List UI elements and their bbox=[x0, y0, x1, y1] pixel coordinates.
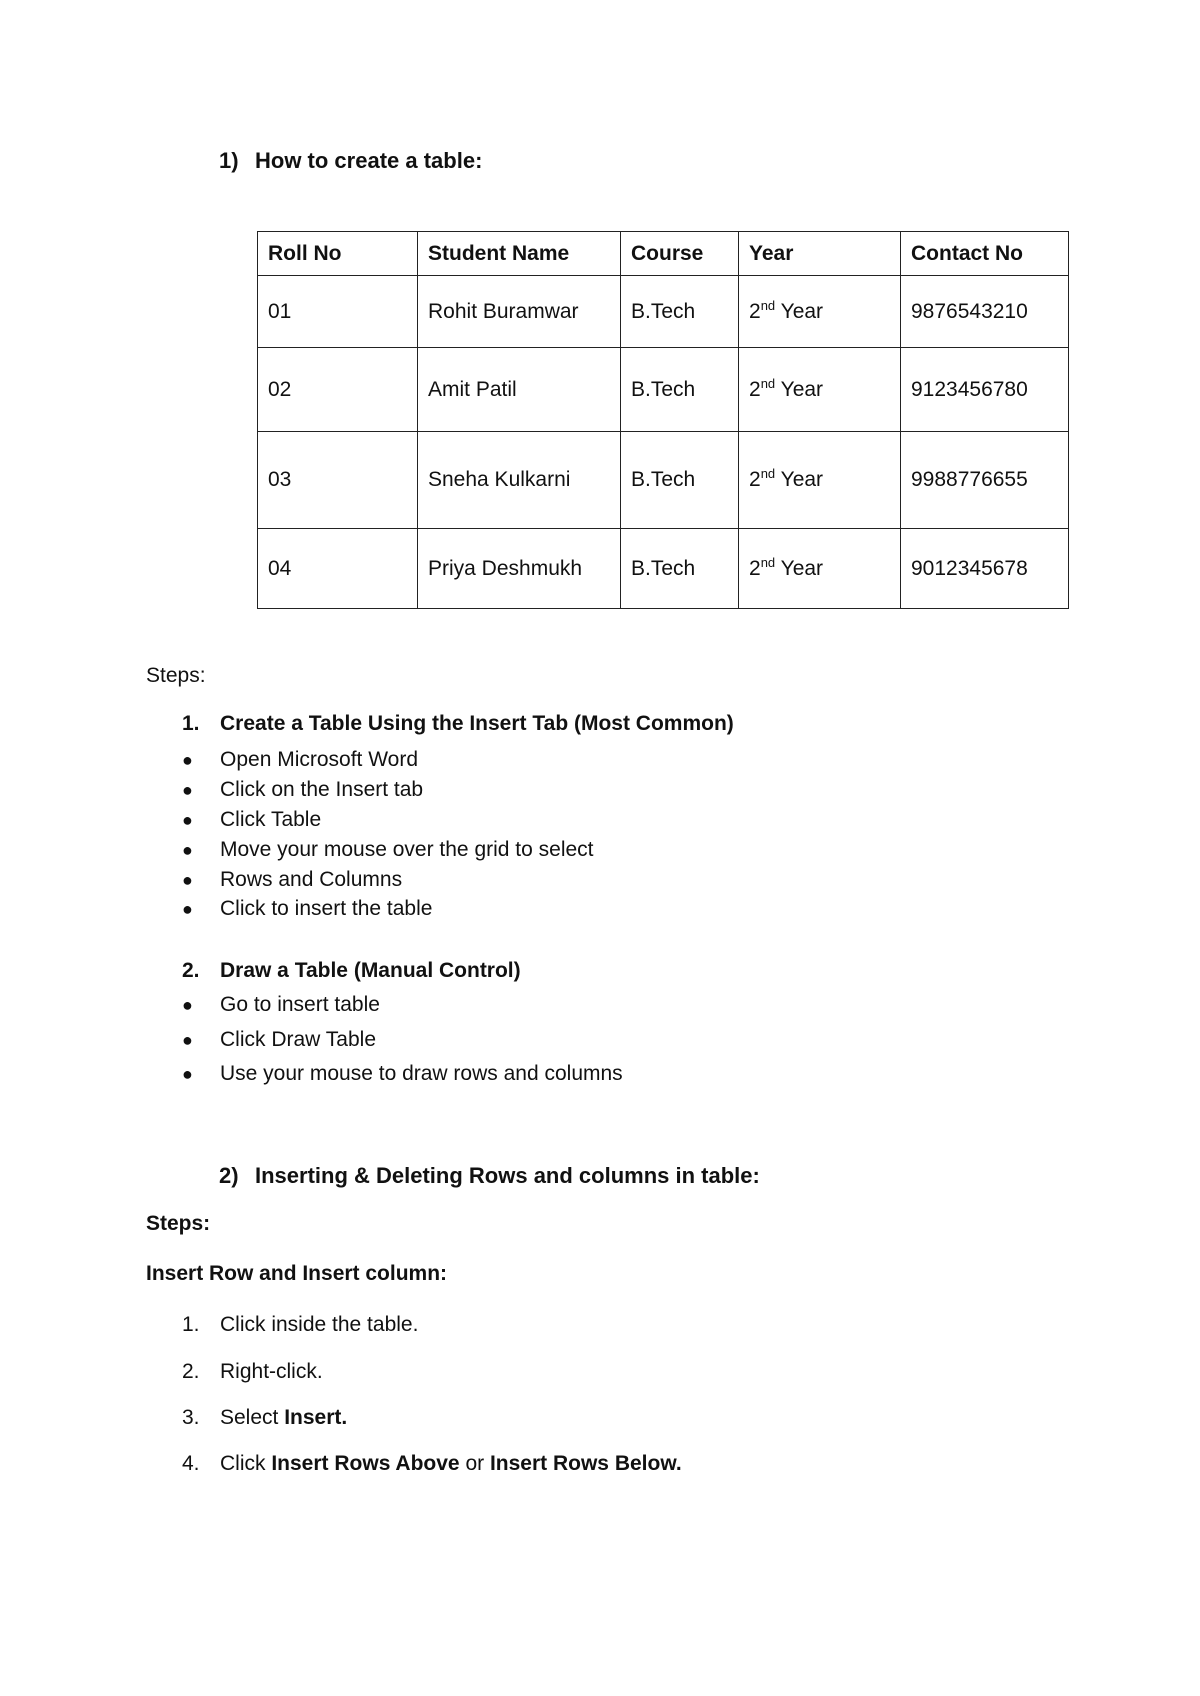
method-2-number: 2. bbox=[182, 959, 200, 982]
steps-label: Steps: bbox=[146, 664, 206, 687]
bullet-icon: ● bbox=[182, 780, 193, 800]
header-course: Course bbox=[621, 232, 739, 276]
cell-contact: 9123456780 bbox=[901, 348, 1069, 432]
header-roll-no: Roll No bbox=[258, 232, 418, 276]
table-row bbox=[258, 529, 1069, 609]
cell-contact: 9988776655 bbox=[901, 432, 1069, 529]
list-item: ● Go to insert table bbox=[182, 993, 380, 1016]
cell-roll: 04 bbox=[258, 529, 418, 609]
list-item: ● Click on the Insert tab bbox=[182, 778, 424, 801]
list-item: 4. Click Insert Rows Above or Insert Rows Below. bbox=[182, 1452, 682, 1475]
cell-name: Sneha Kulkarni bbox=[418, 432, 621, 529]
section-2-title: Inserting & Deleting Rows and columns in table: bbox=[255, 1163, 760, 1188]
table-row bbox=[258, 432, 1069, 529]
cell-year: 2nd Year bbox=[739, 276, 901, 348]
cell-contact: 9876543210 bbox=[901, 276, 1069, 348]
section-1-heading bbox=[219, 148, 482, 174]
step-number: 2. bbox=[182, 1360, 200, 1383]
list-item: ● Open Microsoft Word bbox=[182, 748, 419, 771]
list-item: ● Use your mouse to draw rows and columns bbox=[182, 1062, 623, 1085]
table-row bbox=[258, 276, 1069, 348]
header-contact-no: Contact No bbox=[901, 232, 1069, 276]
method-2-heading bbox=[182, 959, 521, 983]
table-row bbox=[258, 348, 1069, 432]
cell-year: 2nd Year bbox=[739, 348, 901, 432]
list-item: ● Rows and Columns bbox=[182, 868, 403, 891]
bullet-icon: ● bbox=[182, 750, 193, 770]
cell-name: Amit Patil bbox=[418, 348, 621, 432]
list-item: ● Move your mouse over the grid to select bbox=[182, 838, 594, 861]
bullet-icon: ● bbox=[182, 995, 193, 1015]
cell-year: 2nd Year bbox=[739, 432, 901, 529]
method-1-title: Create a Table Using the Insert Tab (Most Common) bbox=[220, 712, 734, 735]
cell-year: 2nd Year bbox=[739, 529, 901, 609]
step-number: 4. bbox=[182, 1452, 200, 1475]
bullet-icon: ● bbox=[182, 1030, 193, 1050]
insert-subheading: Insert Row and Insert column: bbox=[146, 1262, 448, 1285]
list-item: 3. Select Insert. bbox=[182, 1406, 348, 1429]
bullet-icon: ● bbox=[182, 810, 193, 830]
cell-name: Rohit Buramwar bbox=[418, 276, 621, 348]
section-2-number: 2) bbox=[219, 1163, 239, 1188]
section-2-steps-label: Steps: bbox=[146, 1212, 211, 1235]
cell-roll: 01 bbox=[258, 276, 418, 348]
method-1-heading bbox=[182, 712, 734, 736]
cell-course: B.Tech bbox=[621, 529, 739, 609]
list-item: ● Click Draw Table bbox=[182, 1028, 376, 1051]
cell-course: B.Tech bbox=[621, 348, 739, 432]
step-number: 3. bbox=[182, 1406, 200, 1429]
method-1-number: 1. bbox=[182, 712, 200, 735]
cell-course: B.Tech bbox=[621, 276, 739, 348]
header-student-name: Student Name bbox=[418, 232, 621, 276]
cell-name: Priya Deshmukh bbox=[418, 529, 621, 609]
student-table bbox=[257, 231, 1069, 609]
step-number: 1. bbox=[182, 1313, 200, 1336]
header-year: Year bbox=[739, 232, 901, 276]
step-text: Click inside the table. bbox=[220, 1313, 419, 1336]
list-item bbox=[182, 1360, 323, 1384]
list-item bbox=[182, 1313, 418, 1337]
bullet-icon: ● bbox=[182, 870, 193, 890]
section-2-heading bbox=[219, 1163, 760, 1189]
cell-contact: 9012345678 bbox=[901, 529, 1069, 609]
cell-roll: 02 bbox=[258, 348, 418, 432]
method-2-title: Draw a Table (Manual Control) bbox=[220, 959, 521, 982]
cell-course: B.Tech bbox=[621, 432, 739, 529]
bullet-icon: ● bbox=[182, 1064, 193, 1084]
list-item: ● Click Table bbox=[182, 808, 322, 831]
cell-roll: 03 bbox=[258, 432, 418, 529]
table-header-row bbox=[258, 232, 1069, 276]
section-1-title: How to create a table: bbox=[255, 148, 483, 173]
section-1-number: 1) bbox=[219, 148, 239, 173]
step-text: Right-click. bbox=[220, 1360, 323, 1383]
bullet-icon: ● bbox=[182, 840, 193, 860]
bullet-icon: ● bbox=[182, 899, 193, 919]
list-item: ● Click to insert the table bbox=[182, 897, 433, 920]
